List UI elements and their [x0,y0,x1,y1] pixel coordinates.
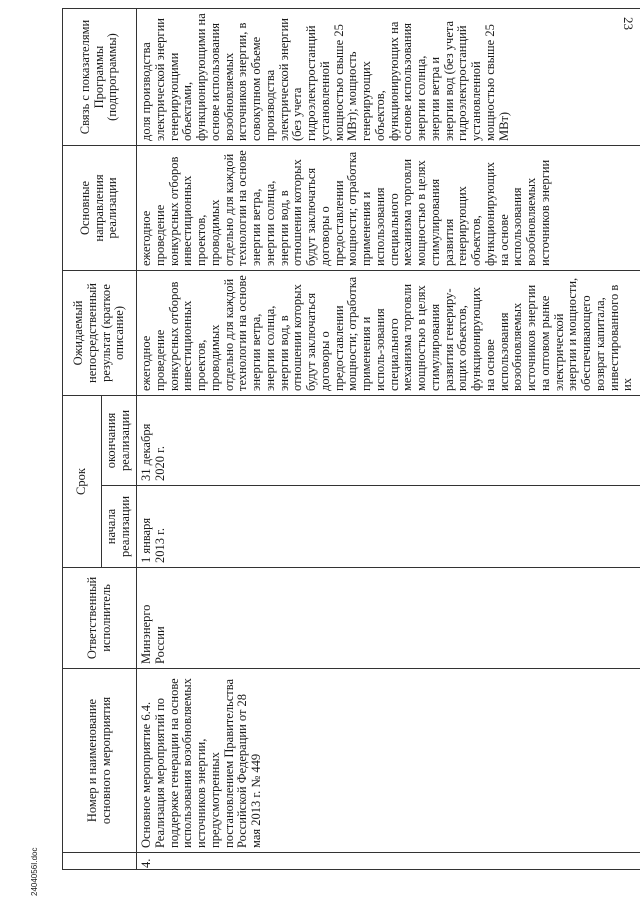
row-index: 4. [137,853,640,870]
table-header-row [63,9,102,870]
table-row [137,9,640,870]
header-index [63,853,137,870]
start-date: 1 января 2013 г. [137,486,640,568]
activity-name: Основное мероприятие 6.4. Реализация мероприятий по поддержке генерации на основе использования возобновляемых источников энергии, предусмотренных постановлением Правительства Российской Федерации от 28 мая 2013 г. № 449 [137,669,640,853]
document-footer: 2404056I.doc [30,847,39,896]
program-indicators-link: доля производства электрической энергии генерирующими объектами, функционирующими на основе использования возобновляемых источников энергии, в совокупном объеме производства электрической энергии (без учета гидроэлектростанций установленной мощностью свыше 25 МВт); мощность генерирующих объектов, функционирующих на основе использования энергии солнца, энергии ветра и энергии вод (без учета гидроэлектростанций установленной мощностью свыше 25 МВт) [137,9,640,146]
header-expected-result: Ожидаемый непосредственный результат (краткое описание) [63,271,137,396]
responsible-executor: Минэнерго России [137,568,640,669]
header-main-directions: Основные направления реализации [63,146,137,271]
expected-result: ежегодное проведение конкурсных отборов инвестиционных проектов, проводимых отдельно для каждой технологии на основе энергии ветра, энергии солнца, энергии вод, в отношении которых будут заключаться договоры о предоставлении мощности; отработка применения и исполь-зования специального механизма торговли мощностью в целях стимулирования развития генериру-ющих объектов, функционирующих на основе использования возобновляемых источников энергии на оптовом рынке электрической энергии и мощности, обеспечивающего возврат капитала, инвестированного в их [137,271,640,396]
page-number: 23 [621,17,636,30]
end-date: 31 декабря 2020 г. [137,396,640,486]
header-term-end: окончания реализации [102,396,137,486]
header-term-start: начала реализации [102,486,137,568]
main-directions: ежегодное проведение конкурсных отборов инвестиционных проектов, проводимых отдельно для каждой технологии на основе энергии ветра, энергии солнца, энергии вод, в отношении которых будут заключаться договоры о предоставлении мощности; отработка применения и использования специального механизма торговли мощностью в целях стимулирования развития генерирующих объектов, функционирующих на основе использования возобновляемых источников энергии [137,146,640,271]
header-responsible: Ответственный исполнитель [63,568,137,669]
program-activities-table [62,8,640,870]
header-term: Срок [63,396,102,568]
header-program-link: Связь с показателями Программы (подпрограммы) [63,9,137,146]
header-number-name: Номер и наименование основного мероприятия [63,669,137,853]
